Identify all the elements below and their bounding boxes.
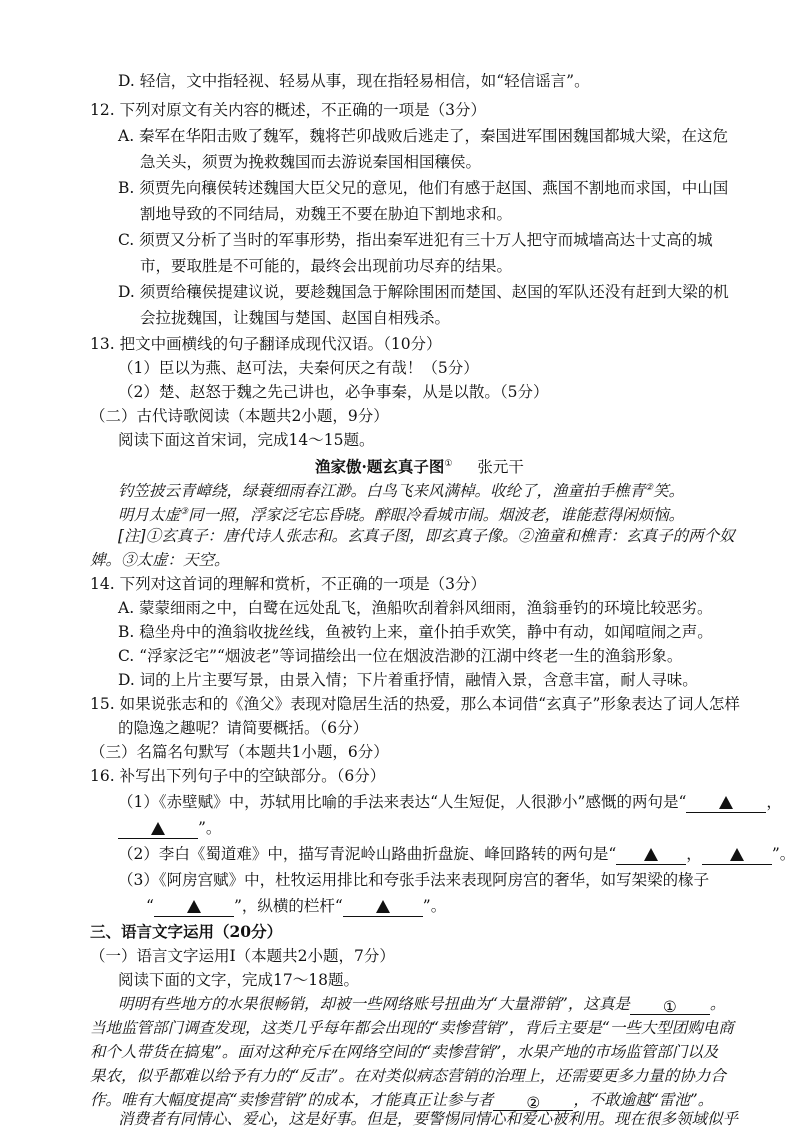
q16-item-3: （3）《阿房宫赋》中，杜牧运用排比和夸张手法来表现阿房宫的奢华，如写架梁的椽子: [118, 871, 710, 889]
poetry-instruction: 阅读下面这首宋词，完成14～15题。: [118, 431, 375, 449]
passage-blank-2[interactable]: ②: [493, 1092, 573, 1111]
answer-blank[interactable]: [118, 820, 198, 839]
section-recitation-heading: （三）名篇名句默写（本题共1小题，6分）: [90, 743, 389, 761]
poem-note: [注]①玄真子：唐代诗人张志和。玄真子图，即玄真子像。②渔童和樵青：玄真子的两个奴: [118, 527, 735, 545]
q14-option-a: A. 蒙蒙细雨之中，白鹭在远处乱飞，渔船吹刮着斜风细雨，渔翁垂钓的环境比较恶劣。: [118, 599, 713, 617]
language-instruction: 阅读下面的文字，完成17～18题。: [118, 971, 359, 989]
q12-option-c: C. 须贾又分析了当时的军事形势，指出秦军进犯有三十万人把守而城墙高达十丈高的城: [118, 231, 713, 249]
q13-sentence-2: （2）楚、赵怒于魏之先己讲也，必争事秦，从是以散。（5分）: [118, 383, 549, 401]
q14-stem: 14. 下列对这首词的理解和赏析，不正确的一项是（3分）: [90, 575, 486, 593]
poem-line-2: 明月太虚③同一照，浮家泛宅忘昏晓。醉眼冷看城市闹。烟波老，谁能惹得闲烦恼。: [118, 506, 685, 525]
q14-option-d: D. 词的上片主要写景，由景入情；下片着重抒情，融情入景，含意丰富，耐人寻味。: [118, 671, 698, 689]
passage-line-1: 明明有些地方的水果很畅销，却被一些网络账号扭曲为“大量滞销”，这真是 ① 。: [118, 995, 726, 1016]
q15-stem-cont: 的隐逸之趣呢？请简要概括。（6分）: [118, 719, 369, 737]
q12-option-d-cont: 会拉拢魏国，让魏国与楚国、赵国自相残杀。: [140, 309, 451, 327]
passage-line-3: 和个人带货在搞鬼”。面对这种充斥在网络空间的“卖惨营销”，水果产地的市场监管部门以及: [90, 1043, 719, 1061]
passage-blank-1[interactable]: ①: [630, 996, 710, 1015]
q15-stem: 15. 如果说张志和的《渔父》表现对隐居生活的热爱，那么本词借“玄真子”形象表达了词人怎样: [90, 695, 740, 713]
answer-blank[interactable]: [702, 846, 772, 865]
answer-blank[interactable]: [343, 898, 423, 917]
q13-stem: 13. 把文中画横线的句子翻译成现代汉语。（10分）: [90, 335, 442, 353]
poem-note-cont: 婢。③太虚：天空。: [90, 551, 230, 569]
q12-option-a-cont: 急关头，须贾为挽救魏国而去游说秦国相国穰侯。: [140, 153, 482, 171]
passage-line-5: 作。唯有大幅度提高“卖惨营销”的成本，才能真正让参与者 ② ，不敢逾越“雷池”。: [90, 1091, 714, 1112]
triangle-marker-icon: [730, 848, 744, 861]
q11-option-d: D. 轻信，文中指轻视、轻易从事，现在指轻易相信，如“轻信谣言”。: [118, 72, 590, 90]
q12-option-d: D. 须贾给穰侯提建议说，要趁魏国急于解除围困而楚国、赵国的军队还没有赶到大梁的机: [118, 283, 729, 301]
poem-line-1: 钓笠披云青嶂绕，绿蓑细雨春江渺。白鸟飞来风满棹。收纶了，渔童拍手樵青②笑。: [118, 482, 685, 501]
triangle-marker-icon: [719, 796, 733, 809]
q16-stem: 16. 补写出下列句子中的空缺部分。（6分）: [90, 767, 386, 785]
q14-option-b: B. 稳坐舟中的渔翁收拢丝线，鱼被钓上来，童仆拍手欢笑，静中有动，如闻喧闹之声。: [118, 623, 713, 641]
answer-blank[interactable]: [616, 846, 686, 865]
section-language-heading: （一）语言文字运用Ⅰ（本题共2小题，7分）: [90, 947, 395, 965]
passage-line-6: 消费者有同情心、爱心，这是好事。但是，要警惕同情心和爱心被利用。现在很多领域似乎: [118, 1110, 739, 1128]
triangle-marker-icon: [151, 822, 165, 835]
q12-option-a: A. 秦军在华阳击败了魏军，魏将芒卯战败后逃走了，秦国进军围困魏国都城大梁，在这危: [118, 127, 729, 145]
q16-item-1-cont: ”。: [118, 817, 221, 839]
passage-line-2: 当地监管部门调查发现，这类几乎每年都会出现的“卖惨营销”，背后主要是“一些大型团购电商: [90, 1019, 734, 1037]
q12-stem: 12. 下列对原文有关内容的概述，不正确的一项是（3分）: [90, 101, 486, 119]
q16-item-2: （2）李白《蜀道难》中，描写青泥岭山路曲折盘旋、峰回路转的两句是“ ， ”。: [118, 845, 796, 863]
passage-line-4: 果农，似乎都难以给予有力的“反击”。在对类似病态营销的治理上，还需要更多力量的协力合: [90, 1067, 726, 1085]
triangle-marker-icon: [187, 900, 201, 913]
q14-option-c: C. “浮家泛宅”“烟波老”等词描绘出一位在烟波浩渺的江湖中终老一生的渔翁形象。: [118, 647, 683, 665]
poem-title-line: [315, 453, 524, 478]
triangle-marker-icon: [644, 848, 658, 861]
poem-title: 渔家傲·题玄真子图: [315, 457, 445, 477]
q16-item-3-cont: “ ”，纵横的栏杆“ ”。: [146, 897, 447, 915]
section-poetry-heading: （二）古代诗歌阅读（本题共2小题，9分）: [90, 407, 389, 425]
q12-option-c-cont: 市，要取胜是不可能的，最终会出现前功尽弃的结果。: [140, 257, 513, 275]
q16-item-1: （1）《赤壁赋》中，苏轼用比喻的手法来表达“人生短促，人很渺小”感慨的两句是“ ，: [118, 793, 782, 811]
answer-blank[interactable]: [154, 898, 234, 917]
triangle-marker-icon: [376, 900, 390, 913]
q12-option-b-cont: 割地导致的不同结局，劝魏王不要在胁迫下割地求和。: [140, 205, 513, 223]
answer-blank[interactable]: [686, 794, 766, 813]
q12-option-b: B. 须贾先向穰侯转述魏国大臣父兄的意见，他们有感于赵国、燕国不割地而求国，中山国: [118, 179, 729, 197]
section-three-heading: 三、语言文字运用（20分）: [90, 922, 283, 941]
poem-author: 张元干: [477, 458, 524, 477]
poem-title-note: ①: [444, 459, 453, 469]
q13-sentence-1: （1）臣以为燕、赵可法，夫秦何厌之有哉！（5分）: [118, 359, 479, 377]
